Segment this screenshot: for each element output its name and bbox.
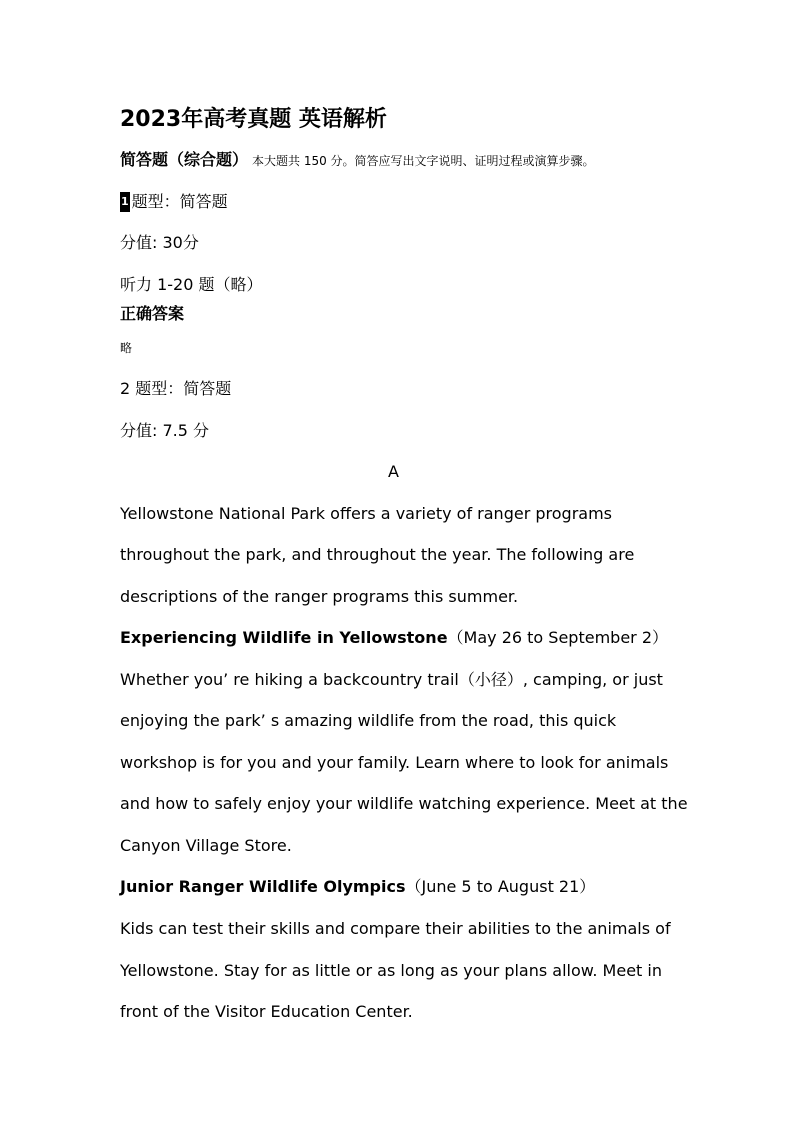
question-1-content: 听力 1-20 题（略） (120, 275, 263, 294)
question-1-answer: 略 (120, 341, 133, 355)
question-2-score: 分值: 7.5 分 (120, 421, 210, 440)
program-name: Junior Ranger Wildlife Olympics (120, 877, 406, 896)
program-text-line: Whether you’ re hiking a backcountry trail（小径）, camping, or just (120, 670, 663, 689)
program-heading (120, 628, 668, 648)
program-heading (120, 877, 595, 897)
program-text-line: Canyon Village Store. (120, 836, 292, 855)
section-note: 本大题共 150 分。简答应写出文字说明、证明过程或演算步骤。 (252, 154, 595, 168)
program-text-line: enjoying the park’ s amazing wildlife from the road, this quick (120, 711, 617, 730)
section-heading (120, 150, 595, 171)
program-dates: （June 5 to August 21） (405, 877, 596, 896)
question-type-label: 题型：简答题 (131, 192, 228, 211)
passage-intro-line: descriptions of the ranger programs this summer. (120, 587, 519, 606)
passage-label: A (388, 462, 399, 481)
document-title: 2023年高考真题 英语解析 (120, 107, 387, 132)
program-text-line: Yellowstone. Stay for as little or as long as your plans allow. Meet in (120, 961, 662, 980)
program-text-line: workshop is for you and your family. Learn where to look for animals (120, 753, 669, 772)
question-1-type (120, 192, 228, 212)
question-1-score: 分值: 30分 (120, 233, 199, 252)
passage-intro-line: throughout the park, and throughout the year. The following are (120, 545, 635, 564)
program-text-line: Kids can test their skills and compare their abilities to the animals of (120, 919, 671, 938)
question-number-badge: 1 (120, 192, 130, 212)
program-text-line: and how to safely enjoy your wildlife watching experience. Meet at the (120, 794, 688, 813)
program-text-line: front of the Visitor Education Center. (120, 1002, 413, 1021)
question-1-answer-heading: 正确答案 (120, 304, 185, 323)
passage-intro-line: Yellowstone National Park offers a variety of ranger programs (120, 504, 612, 523)
question-2-type: 2 题型：简答题 (120, 379, 232, 398)
program-dates: （May 26 to September 2） (447, 628, 669, 647)
program-name: Experiencing Wildlife in Yellowstone (120, 628, 448, 647)
section-title: 简答题（综合题） (120, 150, 249, 169)
